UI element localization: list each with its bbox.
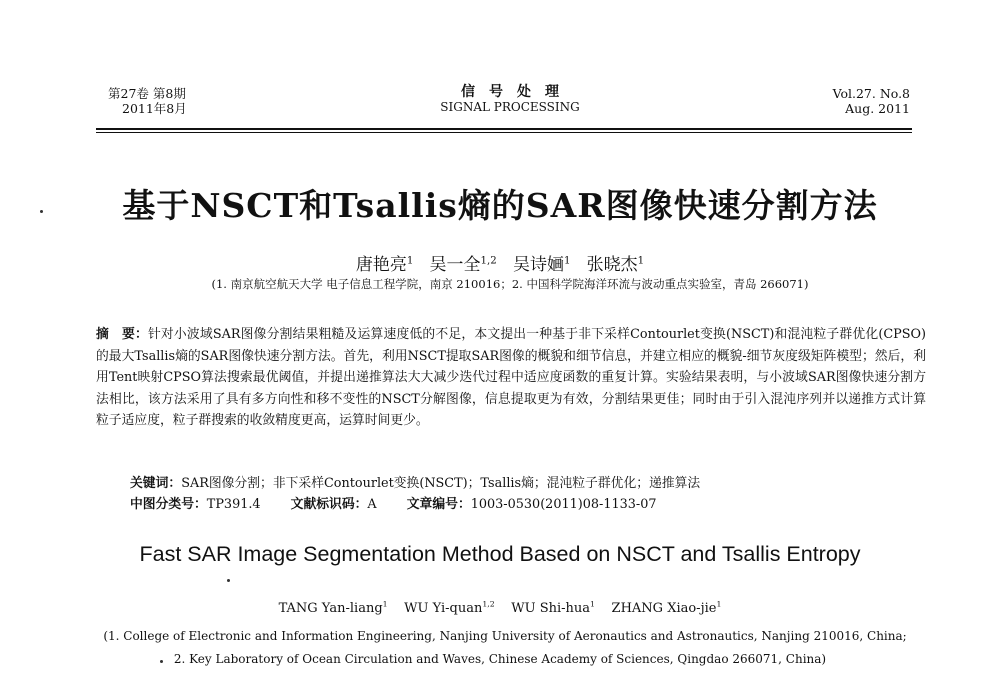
journal-issue (108, 86, 268, 116)
author-en: ZHANG Xiao-jie$^1$ (611, 600, 722, 617)
abstract-text: 针对小波域SAR图像分割结果粗糙及运算速度低的不足，本文提出一种基于非下采样Contourlet变换(NSCT)和混沌粒子群优化(CPSO)的最大Tsallis熵的SAR图像快速分割方法。首先，利用NSCT提取SAR图像的概貌和细节信息，并建立相应的概貌-细节灰度级矩阵模型；然后，利用Tent映射CPSO算法搜索最优阈值，并提出递推算法大大减少迭代过程中适应度函数的重复计算。实验结果表明，与小波域SAR图像快速分割方法相比，该方法采用了具有多方向性和移不变性的NSCT分解图像，信息提取更为有效，分割结果更佳；同时由于引入混沌序列并以递推方式计算粒子适应度，粒子群搜索的收敛精度更高，运算时间更少。 (96, 327, 926, 428)
author-cn: 吴诗婳$^1$ (512, 255, 571, 275)
header-rule-thin (96, 132, 912, 133)
affiliation-en-2: 2. Key Laboratory of Ocean Circulation and Waves, Chinese Academy of Sciences, Qingdao 266071, China) (173, 652, 827, 666)
affiliation-cn: (1. 南京航空航天大学 电子信息工程学院，南京 210016；2. 中国科学院海洋环流与波动重点实验室，青岛 266071) (211, 277, 809, 291)
author-cn: 吴一全$^{1,2}$ (429, 255, 497, 275)
abstract-cn (96, 324, 926, 432)
scan-speck (40, 210, 43, 213)
author-list-en (150, 600, 850, 616)
journal-name (390, 85, 630, 115)
keywords-text: SAR图像分割；非下采样Contourlet变换(NSCT)；Tsallis熵；混沌粒子群优化；递推算法 (181, 476, 701, 491)
author-list-cn (260, 250, 740, 275)
journal-date-en: Aug. 2011 (845, 101, 910, 116)
journal-volume-issue: 第27卷 第8期 (108, 86, 186, 101)
journal-volume-en (780, 86, 910, 116)
journal-name-cn: 信号处理 (461, 84, 573, 100)
paper-title-en: Fast SAR Image Segmentation Method Based on NSCT and Tsallis Entropy (139, 542, 861, 566)
header-rule-thick (96, 128, 912, 130)
article-no-label: 文章编号： (406, 497, 471, 512)
article-no-value: 1003-0530(2011)08-1133-07 (470, 497, 657, 512)
paper-title-cn: 基于NSCT和Tsallis熵的SAR图像快速分割方法 (122, 186, 878, 225)
author-en: WU Yi-quan$^{1,2}$ (404, 600, 495, 617)
clc-value: TP391.4 (206, 497, 261, 512)
scan-speck (227, 579, 230, 582)
keywords-cn (130, 473, 930, 494)
journal-date-cn: 2011年8月 (122, 101, 187, 116)
doc-code-value: A (367, 497, 377, 512)
abstract-label: 摘 要： (96, 327, 148, 342)
keywords-label: 关键词： (130, 476, 182, 491)
affiliation-en-1: (1. College of Electronic and Information Engineering, Nanjing University of Aeronautics and Astronautics, Nanjing 210016, China; (103, 629, 907, 643)
clc-label: 中图分类号： (130, 497, 207, 512)
doc-code-label: 文献标识码： (290, 497, 368, 512)
author-cn: 张晓杰$^1$ (586, 255, 645, 275)
journal-vol-no: Vol.27. No.8 (832, 86, 910, 101)
author-cn: 唐艳亮$^1$ (355, 255, 414, 275)
scan-speck (160, 660, 163, 663)
classification-line (130, 494, 930, 515)
author-en: TANG Yan-liang$^1$ (278, 600, 388, 617)
author-en: WU Shi-hua$^1$ (511, 600, 596, 617)
journal-name-en: SIGNAL PROCESSING (440, 100, 580, 114)
